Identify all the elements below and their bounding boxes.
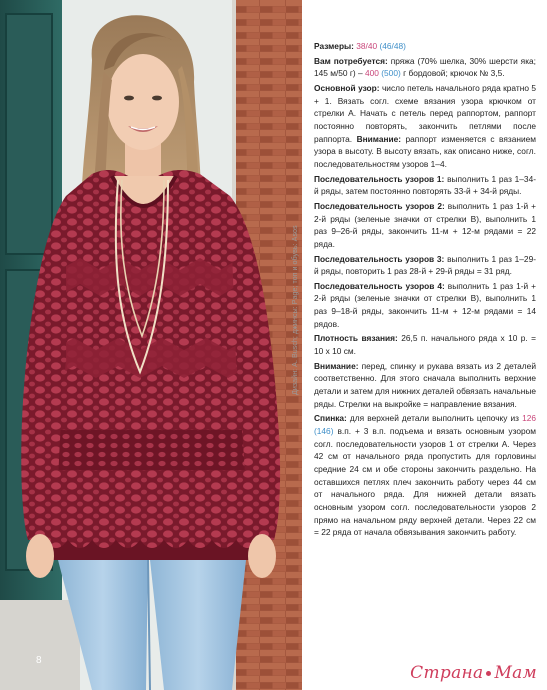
attention-2-label: Внимание: — [314, 360, 359, 371]
sequence-3-paragraph — [314, 253, 536, 278]
photo-credit: Дизайн: A. Busch; джинсы: Page; топ и обувь: Asos — [290, 225, 299, 395]
attention-2-paragraph — [314, 360, 536, 411]
main-pattern-text: число петель начального ряда кратно 5 + 1. Вязать согл. схеме вязания узора крючком от стрелки А. Начать с петель перед раппортом, раппорт постоянно повторять, закончить петлями после раппорта. — [314, 82, 537, 144]
pattern-instructions — [314, 40, 536, 541]
watermark-left: Страна — [410, 663, 484, 683]
materials-text-end: г бордовой; крючок № 3,5. — [403, 68, 505, 79]
sizes-paragraph — [314, 40, 536, 53]
sequence-4-text: выполнить 1 раз 1-й + 2-й ряды (зеленые значки от стрелки В), выполнить 1 раз 9–18-й ряды, закончить 11-м + 12-м рядами = 14 рядов. — [314, 280, 537, 329]
materials-text: пряжа (70% шелка, 30% шерсти яка; 145 м/50 г) – — [314, 55, 536, 79]
materials-label: Вам потребуется: — [314, 55, 388, 66]
site-watermark — [410, 663, 537, 683]
chain-count-large: (146) — [314, 426, 334, 437]
sequence-1-paragraph — [314, 173, 536, 198]
yarn-amount-small: 400 — [365, 68, 379, 79]
attention-2-text: перед, спинку и рукава вязать из 2 деталей соответственно. Для этого сначала выполнить верхние детали и затем для нижних деталей обвязать начальные ряды. Стрелки на выкройке = направление вязания. — [314, 360, 536, 409]
back-text: для верхней детали выполнить цепочку из — [349, 413, 520, 424]
sequence-4-paragraph — [314, 280, 536, 331]
watermark-right: Мам — [494, 663, 537, 683]
sequence-3-label: Последовательность узоров 3: — [314, 253, 445, 264]
sequence-3-text: выполнить 1 раз 1–29-й ряды, повторить 1 раз 28-й + 29-й ряды = 31 ряд. — [314, 253, 536, 277]
sequence-2-paragraph — [314, 200, 536, 251]
back-paragraph — [314, 412, 536, 539]
attention-text: раппорт изменяется с вязанием узора в высоту. В высоту вязать, как описано ниже, согл. последовательностям узоров 1–4. — [314, 133, 536, 169]
main-pattern-paragraph — [314, 82, 536, 171]
sizes-label: Размеры: — [314, 41, 354, 51]
sequence-4-label: Последовательность узоров 4: — [314, 280, 445, 291]
main-pattern-label: Основной узор: — [314, 82, 380, 93]
yarn-amount-large: (500) — [381, 68, 401, 79]
attention-label: Внимание: — [356, 133, 402, 144]
sequence-1-label: Последовательность узоров 1: — [314, 173, 445, 184]
density-text: 26,5 п. начального ряда х 10 р. = 10 х 10 см. — [314, 333, 536, 357]
sequence-2-label: Последовательность узоров 2: — [314, 200, 445, 211]
sequence-2-text: выполнить 1 раз 1-й + 2-й ряды (зеленые значки от стрелки В), выполнить 1 раз 9–26-й ряды, закончить 11-м + 12-м рядами = 22 ряда. — [314, 200, 537, 249]
materials-paragraph — [314, 55, 536, 80]
back-text-end: в.п. + 3 в.п. подъема и вязать основным узором согл. последовательности узоров 1 от стрелки А. Через 42 см от начального ряда пропустить для горловины средние 24 см и обе стороны закончить раздельно. На оставшихся петлях плеч закончить работу через 44 см от начального ряда. Для нижней детали вязать основным узором согл. последовательности узоров 2 прямо на начальном ряду верхней детали. Через 22 см = 22 ряда от начала обвязывания закончить работу. — [314, 426, 536, 538]
chain-count-small: 126 — [522, 413, 537, 424]
density-label: Плотность вязания: — [314, 333, 398, 344]
size-large: (46/48) — [379, 41, 406, 51]
density-paragraph — [314, 332, 536, 357]
page-number: 8 — [36, 655, 42, 666]
back-label: Спинка: — [314, 413, 347, 424]
watermark-dot-icon — [486, 671, 491, 676]
size-small: 38/40 — [356, 41, 378, 51]
sequence-1-text: выполнить 1 раз 1–34-й ряды, затем постоянно повторять 33-й + 34-й ряды. — [314, 173, 536, 197]
